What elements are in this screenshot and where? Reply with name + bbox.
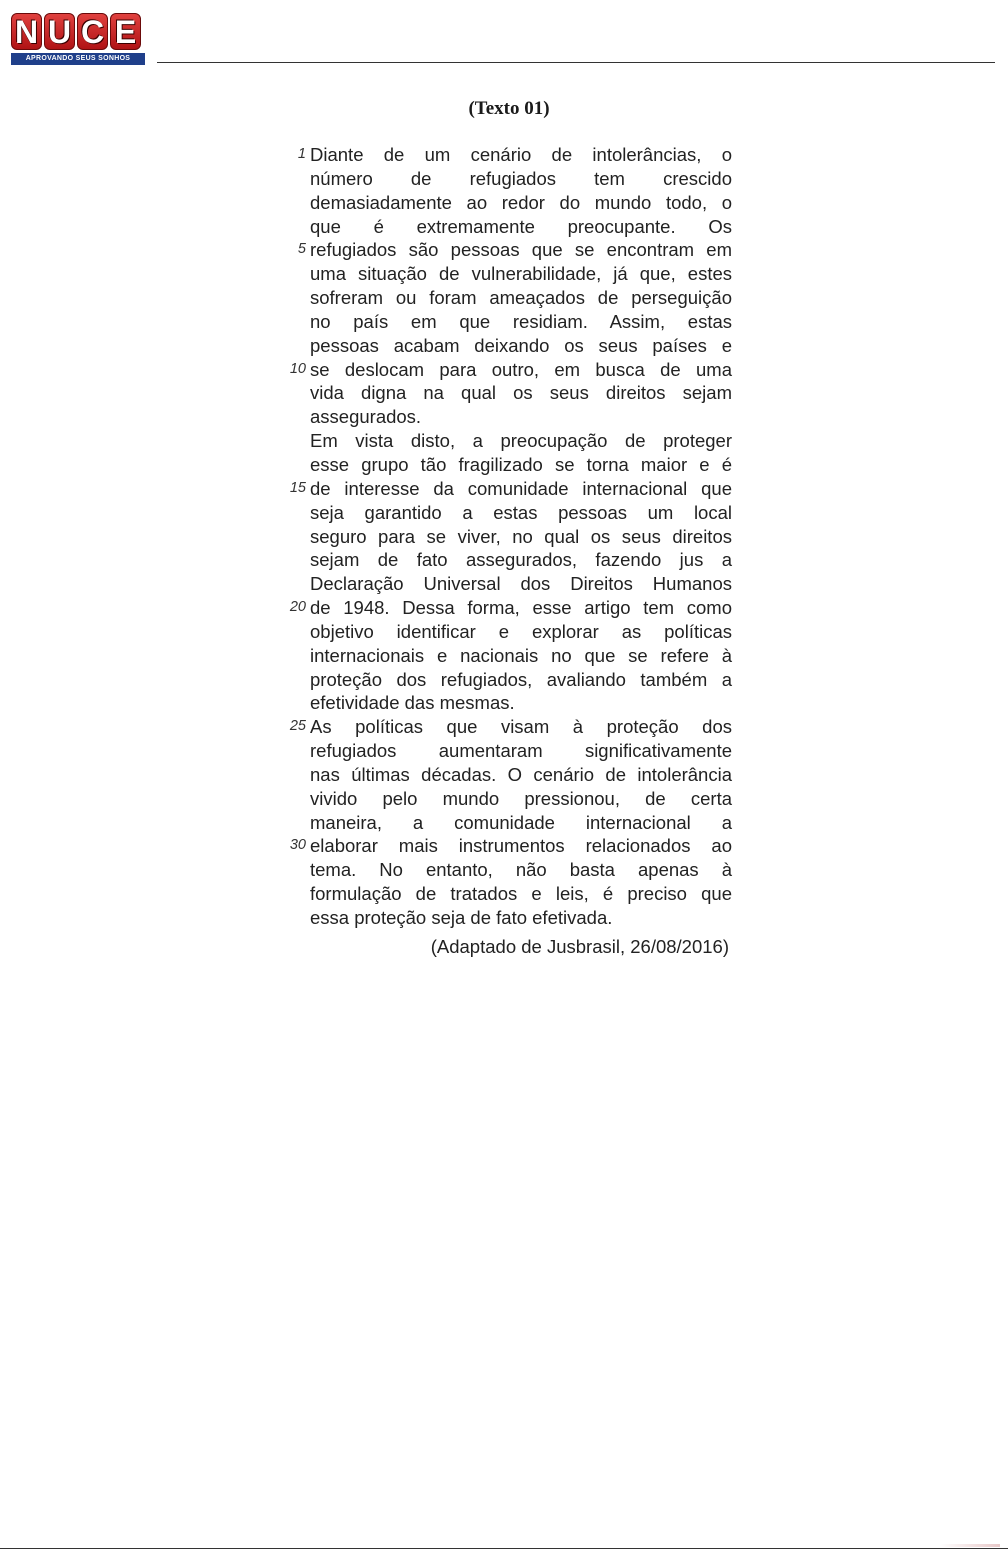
passage-line: [283, 644, 732, 668]
logo-letter: U: [44, 13, 75, 50]
line-text: Declaração Universal dos Direitos Humanos: [310, 573, 732, 595]
passage-line: [283, 358, 732, 382]
passage-line: [283, 739, 732, 763]
line-text: maneira, a comunidade internacional a: [310, 811, 732, 833]
passage-line: [283, 882, 732, 906]
passage-line: [283, 262, 732, 286]
line-text: que é extremamente preocupante. Os: [310, 215, 732, 237]
line-number: 10: [289, 360, 306, 377]
passage-line: [283, 858, 732, 882]
line-text: seja garantido a estas pessoas um local: [310, 501, 732, 523]
passage: [283, 143, 732, 930]
line-text: assegurados.: [310, 406, 422, 428]
nuce-logo: [11, 13, 145, 65]
passage-line: [283, 453, 732, 477]
line-text: elaborar mais instrumentos relacionados ao: [310, 835, 732, 857]
passage-line: [283, 620, 732, 644]
passage-line: [283, 167, 732, 191]
line-text: número de refugiados tem crescido: [310, 167, 732, 189]
line-text: de interesse da comunidade internacional que: [310, 477, 732, 499]
line-text: objetivo identificar e explorar as políticas: [310, 620, 732, 642]
logo-letter: C: [77, 13, 108, 50]
line-text: Diante de um cenário de intolerâncias, o: [310, 144, 732, 165]
text-title: (Texto 01): [468, 98, 550, 119]
passage-line: [283, 381, 732, 405]
line-text: de 1948. Dessa forma, esse artigo tem como: [310, 597, 732, 619]
logo-letter: N: [11, 13, 42, 50]
passage-line: [283, 286, 732, 310]
header-divider: [157, 62, 995, 63]
line-number: 25: [289, 718, 306, 735]
line-text: refugiados são pessoas que se encontram em: [310, 239, 732, 261]
line-text: sejam de fato assegurados, fazendo jus a: [310, 549, 732, 571]
line-text: sofreram ou foram ameaçados de perseguição: [310, 287, 732, 309]
line-text: pessoas acabam deixando os seus países e: [310, 334, 732, 356]
passage-line: [283, 310, 732, 334]
line-text: no país em que residiam. Assim, estas: [310, 310, 732, 332]
line-text: proteção dos refugiados, avaliando também a: [310, 668, 732, 690]
line-text: vivido pelo mundo pressionou, de certa: [310, 787, 732, 809]
line-text: efetividade das mesmas.: [310, 692, 515, 714]
passage-line: [283, 334, 732, 358]
line-text: internacionais e nacionais no que se refere à: [310, 644, 732, 666]
line-text: seguro para se viver, no qual os seus direitos: [310, 525, 732, 547]
line-number: 1: [297, 146, 306, 162]
passage-line: [283, 691, 732, 715]
passage-line: [283, 477, 732, 501]
passage-line: [283, 572, 732, 596]
passage-line: [283, 143, 732, 167]
passage-line: [283, 787, 732, 811]
passage-line: [283, 715, 732, 739]
logo-letters: [11, 13, 145, 50]
line-number: 30: [289, 837, 306, 854]
line-text: uma situação de vulnerabilidade, já que, estes: [310, 263, 732, 285]
passage-line: [283, 429, 732, 453]
line-number: 20: [289, 599, 306, 616]
source-citation: (Adaptado de Jusbrasil, 26/08/2016): [430, 936, 729, 957]
footer-mark: [940, 1544, 1000, 1547]
line-text: formulação de tratados e leis, é preciso que: [310, 883, 732, 905]
line-text: Em vista disto, a preocupação de proteger: [310, 430, 732, 452]
line-text: vida digna na qual os seus direitos sejam: [310, 382, 732, 404]
logo-letter: E: [110, 13, 141, 50]
line-text: refugiados aumentaram significativamente: [310, 740, 732, 762]
line-text: esse grupo tão fragilizado se torna maior e é: [310, 453, 732, 475]
line-text: essa proteção seja de fato efetivada.: [310, 907, 613, 928]
passage-line: [283, 906, 732, 930]
logo-tagline: APROVANDO SEUS SONHOS: [11, 53, 145, 65]
passage-line: [283, 215, 732, 239]
passage-line: [283, 525, 732, 549]
footer-divider: [0, 1548, 1008, 1549]
passage-line: [283, 405, 732, 429]
passage-line: [283, 763, 732, 787]
passage-line: [283, 834, 732, 858]
line-text: As políticas que visam à proteção dos: [310, 716, 732, 738]
line-number: 5: [297, 241, 306, 258]
passage-line: [283, 191, 732, 215]
passage-line: [283, 811, 732, 835]
passage-line: [283, 238, 732, 262]
line-number: 15: [289, 479, 306, 496]
passage-line: [283, 501, 732, 525]
line-text: demasiadamente ao redor do mundo todo, o: [310, 191, 732, 213]
line-text: se deslocam para outro, em busca de uma: [310, 358, 732, 380]
line-text: tema. No entanto, não basta apenas à: [310, 859, 732, 881]
passage-line: [283, 548, 732, 572]
passage-line: [283, 596, 732, 620]
passage-line: [283, 668, 732, 692]
line-text: nas últimas décadas. O cenário de intolerância: [310, 763, 732, 785]
